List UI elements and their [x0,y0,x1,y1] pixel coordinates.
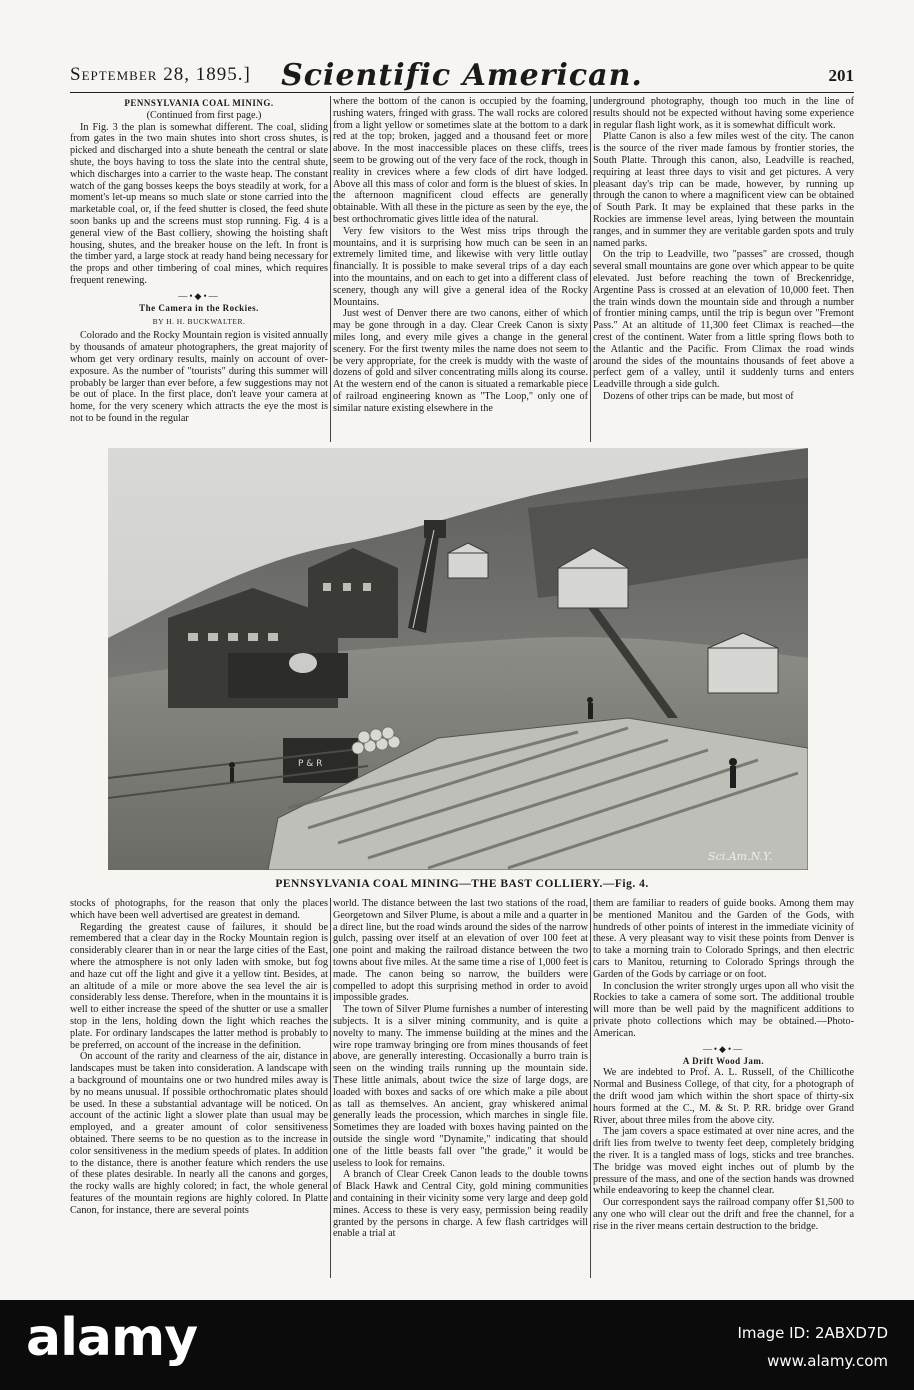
article-heading-drift-wood: A Drift Wood Jam. [682,1055,765,1066]
header-rule [70,92,854,93]
paragraph: A branch of Clear Creek Canon leads to the double towns of Black Hawk and Central City, gold mining communities and containing in their vicinity some very large and deep gold mines. Access to these is very easy, permission being readily granted by the persons in charge. A few flash cartridges will enable a trial at [333,1169,588,1240]
paragraph: On the trip to Leadville, two "passes" are crossed, though several small mountains are gone over which appear to be quite elevated. Just before reaching the town of Breckenridge, Argentine Pass is crossed at an elevation of 10,000 feet. Then the train winds down the mountain side and through a number of frontier mining camps, until the trip is begun over "Fremont Pass." At an altitude of 11,300 feet Climax is reached—the crest of the continent. Water from a little spring flows both to the Atlantic and the Pacific. From Climax the road winds around the sides of the mountains thousands of feet above a perfect gem of a valley, until it suddenly turns and enters Leadville through a side gulch. [593,249,854,391]
column-4 [70,898,328,1278]
figure-caption: PENNSYLVANIA COAL MINING—THE BAST COLLIERY.—Fig. 4. [275,878,649,890]
paragraph: The town of Silver Plume furnishes a number of interesting subjects. It is a silver mining community, and is quite a novelty to many. The immense building at the mines and the wire rope tramway bringing ore from mines thousands of feet above, are generally interesting. Occasionally a burro train is seen on the winding trails running up the mountain side. These little animals, about twice the size of large dogs, are loaded with boxes and sacks of ore which make a pile about as tall as themselves. An ancient, gray whiskered animal generally leads the procession, which marches in single file. Sometimes they are loaded with boxes having painted on the outside the single word "Dynamite," indicating that should one of the little beasts fall over "the grade," it would be useless to look for remains. [333,1004,588,1169]
paragraph: On account of the rarity and clearness of the air, distance in landscapes must be taken into consideration. A landscape with a background of mountains one or two hundred miles away is by no means unusual. If possible orthochromatic plates should be used. In these a substantial advantage will be noticed. On account of the actinic light a slower plate than usual may be employed, and a greater amount of color sensitiveness obtained. There seems to be no question as to the increase in color sensitiveness in the medium speeds of plates. In addition to the distance, there is another feature which renders the use of these plates desirable. In nearly all the canons and gorges, the rocky walls are highly colored; in fact, the whole general features of the mountain regions are highly colored. In Platte Canon, for instance, there are several points [70,1051,328,1216]
watermark-image-id: Image ID: 2ABXD7D [737,1324,888,1342]
column-3 [593,96,854,442]
paragraph: world. The distance between the last two stations of the road, Georgetown and Silver Plume, is about a mile and a quarter in a direct line, but the road winds around the sides of the narrow gulch, passing over itself at an elevation of over 100 feet at one point and making the railroad distance between the two towns about five miles. At the same time a rise of 1,000 feet is made. The canon being so narrow, the builders were compelled to adopt this surprising method in order to avoid impossible grades. [333,898,588,1004]
column-2 [333,96,588,442]
masthead-title: Scientific American. [281,58,643,93]
colliery-photograph [108,448,808,870]
paragraph: underground photography, though too much in the line of results should not be expected without having some experience in regular flash light work, as it is somewhat difficult work. [593,96,854,131]
paragraph: stocks of photographs, for the reason that only the places which have been well advertised are greatest in demand. [70,898,328,921]
paragraph: Colorado and the Rocky Mountain region is visited annually by thousands of amateur photographers, the great majority of whom get very ordinary results, mainly on account of over-exposure. As the number of "tourists" during this summer will probably be larger than ever before, a few suggestions may not be out of place. In the first place, don't leave your camera at home, for the very scenery which attracts the eye the most is not to be found in the regular [70,330,328,424]
section-ornament: —•◆•— [178,290,220,301]
column-1 [70,96,328,442]
engraver-signature: Sci.Am.N.Y. [708,850,773,863]
section-ornament: —•◆•— [702,1043,745,1054]
continued-note: (Continued from first page.) [146,109,262,121]
watermark-brand: alamy [26,1308,198,1368]
watermark-url: www.alamy.com [767,1352,888,1370]
issue-date: September 28, 1895.] [70,64,251,85]
colliery-illustration [108,448,808,870]
paragraph: In Fig. 3 the plan is somewhat different. The coal, sliding from gates in the two main shutes into short cross shutes, is picked and discharged into a shute beneath the central or slate shute, the boys having to toss the slate into the central shute, which discharges into a carrier to the waste heap. The constant watch of the gang bosses keeps the boys steadily at work, for a moment's let-up means so much slate or stone carried into the marketable coal, or, if the feed shutter is closed, the feed shute soon banks up and the screens must stop running. Fig. 4 is a general view of the Bast colliery, showing the hoisting shaft housing, shutes, and the breaker house on the left. In front is the timber yard, a large stock at ready hand being necessary for the props and other timbering of coal mines, which requires frequent renewing. [70,121,328,286]
paragraph: Very few visitors to the West miss trips through the mountains, and it is surprising how much can be seen in an extremely limited time, and likewise with very little outlay financially. It is possible to make several trips of a day each into the mountains, and on each to get into a different class of scenery, though any will give a general idea of the Rocky Mountains. [333,225,588,308]
rail-car-label: P & R [298,759,323,769]
paragraph: Our correspondent says the railroad company offer $1,500 to any one who will clear out the drift and free the channel, for a rise in the river means certain destruction to the bridge. [593,1197,854,1232]
column-divider [330,898,331,1278]
paragraph: Dozens of other trips can be made, but most of [603,390,794,402]
paragraph: where the bottom of the canon is occupied by the foaming, rushing waters, fringed with grass. The wall rocks are colored from a light yellow or sometimes slate at the bottom to a dark red at the top; broken, jagged and a thousand feet or more above. In the most inaccessible places on these cliffs, trees seem to be growing out of the very face of the rock, though in reality in crevices where a few clods of dirt have lodged. Above all this mass of color and form is the bluest of skies. In the afternoon magnificent cloud effects are generally obtainable. With all these in the picture as seen by the eye, the best orthochromatic gives little idea of the natural. [333,96,588,225]
page-number: 201 [828,66,854,85]
byline: BY H. H. BUCKWALTER. [152,316,246,326]
paragraph: We are indebted to Prof. A. L. Russell, of the Chillicothe Normal and Business College, of that city, for a photograph of the drift wood jam which within the short space of thirty-six hours formed at the C., M. & St. P. RR. bridge over Grand River, about three miles from the above city. [593,1067,854,1126]
column-divider [590,96,591,442]
paragraph: In conclusion the writer strongly urges upon all who visit the Rockies to take a camera of some sort. The additional trouble will more than be well paid by the magnificent additions to private photo collections which may be obtained.—Photo-American. [593,980,854,1039]
column-divider [590,898,591,1278]
paragraph: Just west of Denver there are two canons, either of which may be gone through in a day. Clear Creek Canon is sixty miles long, and every mile gives a change in the general scenery. For the first twenty miles the name does not seem to be very appropriate, for the creek is muddy with the waste of dozens of gold and silver concentrating mills along its course. At the western end of the canon is situated a remarkable piece of railroad engineering known as "The Loop," only one of similar nature existing elsewhere in the [333,308,588,414]
column-divider [330,96,331,442]
article-heading-camera-rockies: The Camera in the Rockies. [139,302,259,313]
column-6 [593,898,854,1278]
paragraph: Platte Canon is also a few miles west of the city. The canon is the source of the river made famous by frontier stories, the South Platte. Through this canon, also, Leadville is reached, requiring at least three days to visit and get pictures. A very pleasant day's trip can be made, however, by running up through the canon to where a magnificent view can be obtained of South Park. It may be explained that these parks in the Rockies are immense level areas, lying between the mountain ranges, and in summer they are veritable garden spots and truly named parks. [593,131,854,249]
paragraph: them are familiar to readers of guide books. Among them may be mentioned Manitou and the Garden of the Gods, with hundreds of other points of interest in the immediate vicinity of these. A very pleasant way to visit these points from Denver is to take a morning train to Colorado Springs, and then electric cars to Manitou, returning to Colorado Springs through the Garden of the Gods by carriage or on foot. [593,898,854,980]
column-5 [333,898,588,1278]
paragraph: The jam covers a space estimated at over nine acres, and the drift lies from twelve to twenty feet deep, completely bridging the river. It is a tangled mass of logs, sticks and tree branches. The bridge was moved eight inches out of plumb by the pressure of the mass, and one of the section hands was drowned while endeavoring to keep the channel clear. [593,1126,854,1197]
article-heading-coal-mining: PENNSYLVANIA COAL MINING. [124,98,274,108]
paragraph: Regarding the greatest cause of failures, it should be remembered that a clear day in the Rocky Mountain region is considerably clearer than in or near the large cities of the East, where the atmosphere is not only laden with smoke, but fog and haze cut off the light and give it a yellow tint. Besides, at an altitude of a mile or more above the sea level the air is considerably less dense. Therefore, when in the mountains it is well to either increase the speed of the shutter or use a smaller stop in the lens, holding down the light which reaches the plate. For ordinary landscapes the latter method is probably to be preferred, on account of the increase in the definition. [70,921,328,1051]
